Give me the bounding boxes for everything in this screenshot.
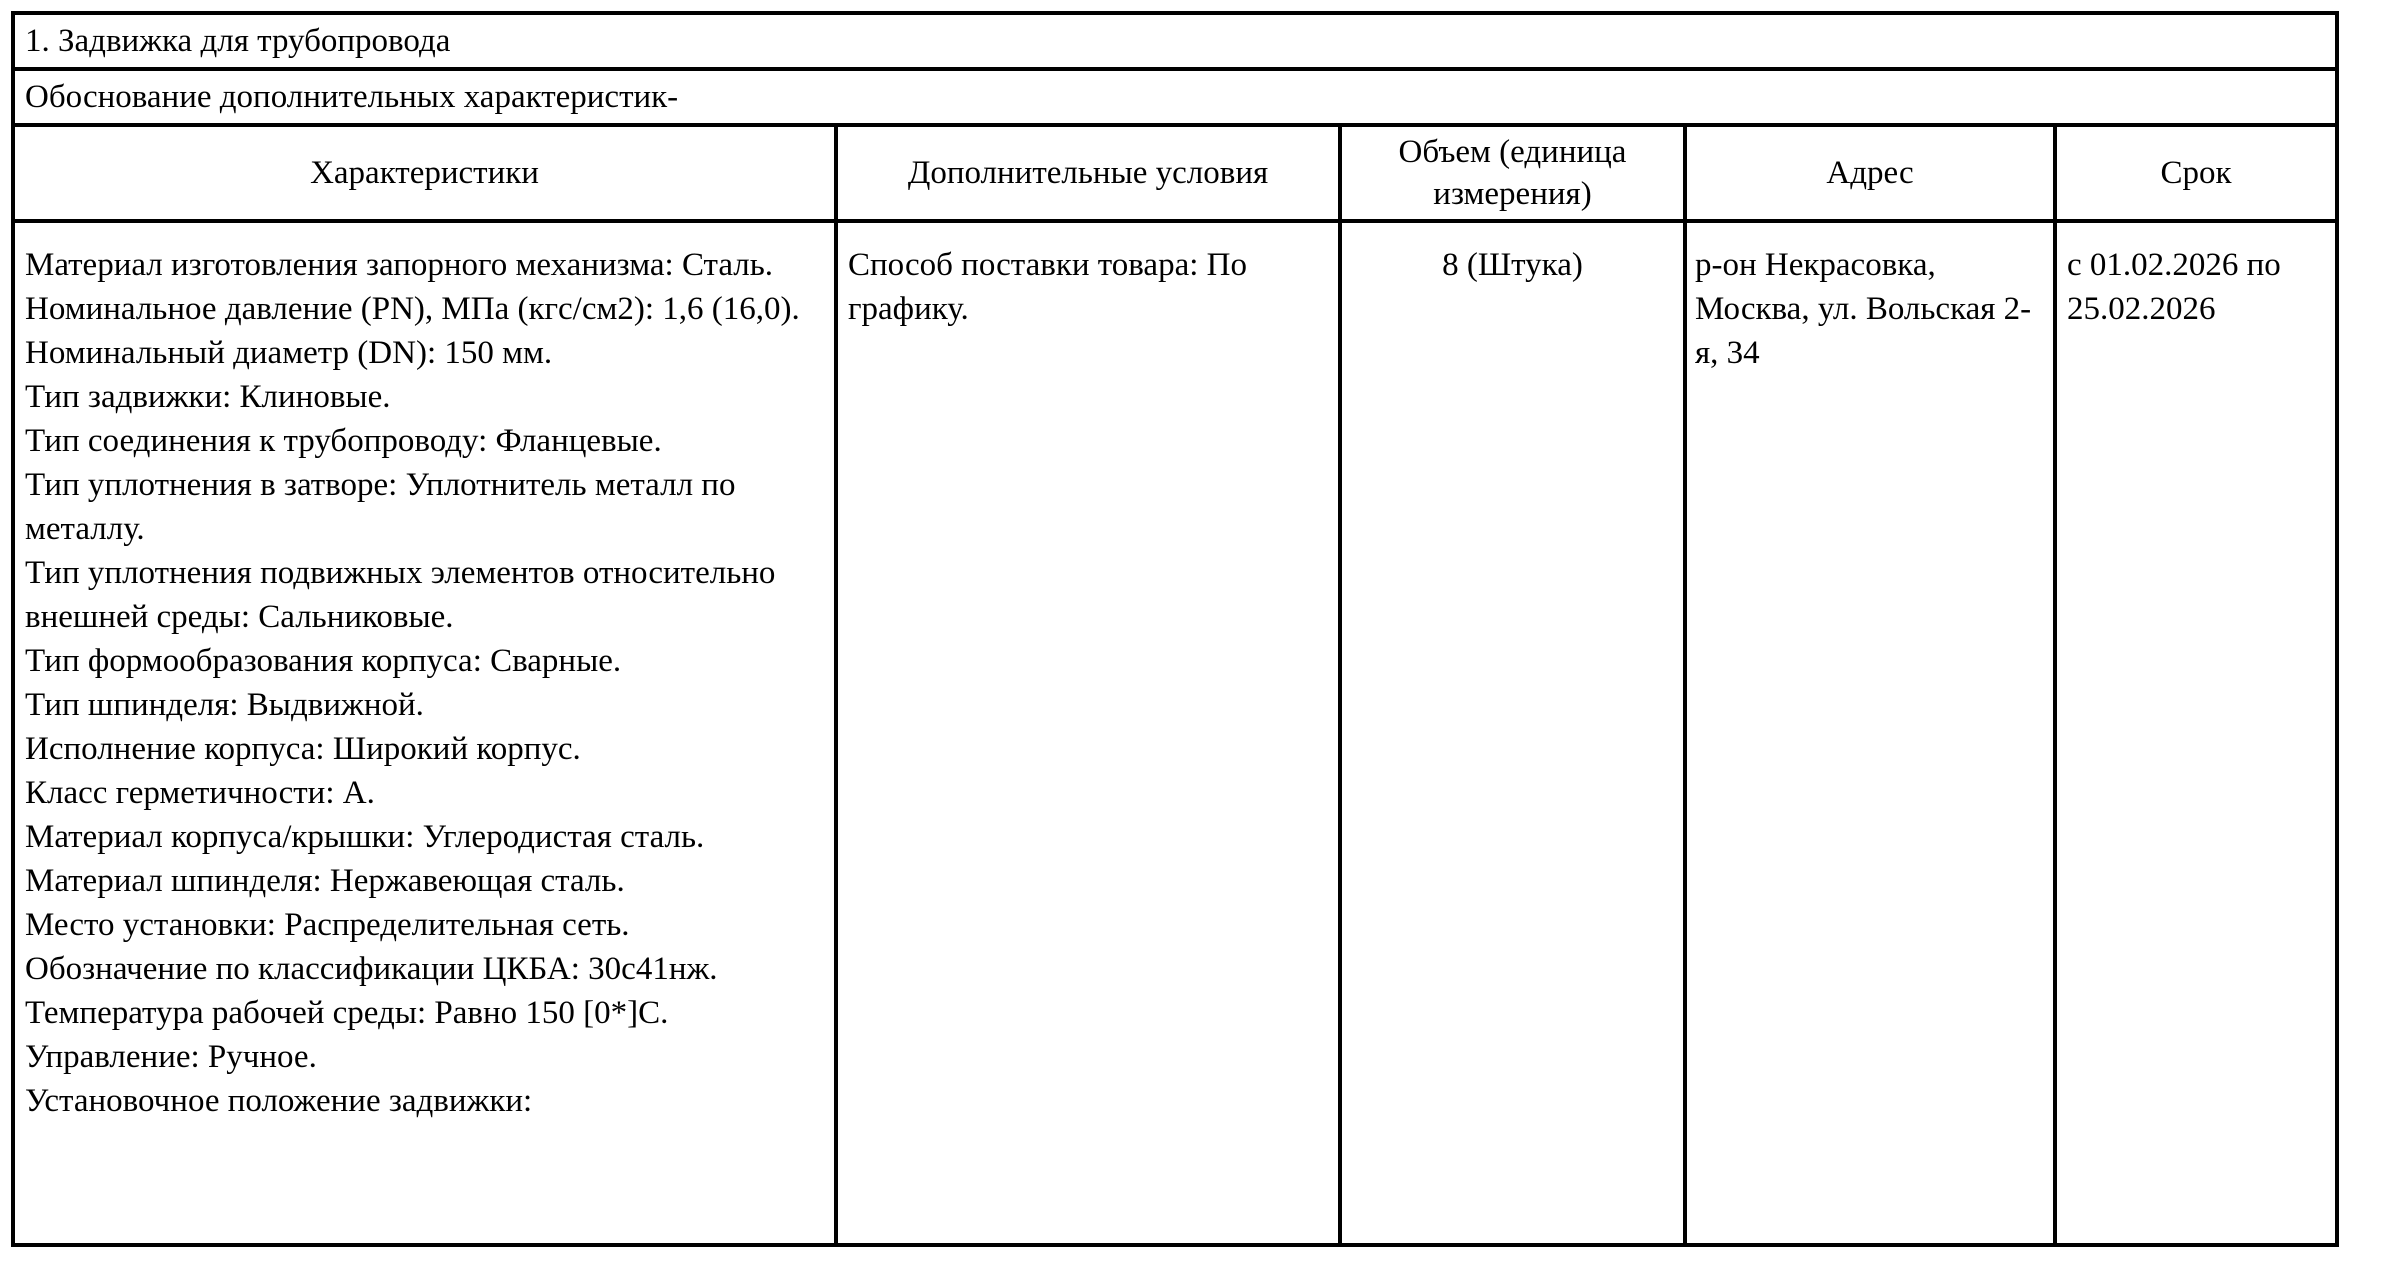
characteristic-line: Установочное положение задвижки: <box>25 1083 533 1119</box>
characteristic-line: Материал изготовления запорного механизма: Сталь. <box>25 247 774 283</box>
characteristic-line: Материал шпинделя: Нержавеющая сталь. <box>25 863 625 899</box>
item-title-row <box>13 13 2337 69</box>
characteristic-line: Класс герметичности: А. <box>25 775 375 811</box>
term-cell: с 01.02.2026 по 25.02.2026 <box>2055 221 2337 1245</box>
column-header-volume: Объем (единица измерения) <box>1340 125 1685 221</box>
characteristic-line: Тип формообразования корпуса: Сварные. <box>25 643 622 679</box>
characteristic-line: Тип шпинделя: Выдвижной. <box>25 687 424 723</box>
volume-cell: 8 (Штука) <box>1340 221 1685 1245</box>
column-header-term: Срок <box>2055 125 2337 221</box>
column-header-characteristics: Характеристики <box>13 125 836 221</box>
characteristic-line: Номинальное давление (PN), МПа (кгс/см2): 1,6 (16,0). <box>25 291 800 327</box>
justification-label: Обоснование дополнительных характеристик- <box>13 69 2337 125</box>
characteristic-line: Тип задвижки: Клиновые. <box>25 379 391 415</box>
procurement-spec-table <box>11 11 2339 1247</box>
characteristic-line: Тип уплотнения в затворе: Уплотнитель металл по металлу. <box>25 467 736 547</box>
address-cell: р-он Некрасовка, Москва, ул. Вольская 2-я, 34 <box>1685 221 2055 1245</box>
column-header-address: Адрес <box>1685 125 2055 221</box>
characteristic-line: Тип уплотнения подвижных элементов относительно внешней среды: Сальниковые. <box>25 555 776 635</box>
characteristic-line: Тип соединения к трубопроводу: Фланцевые. <box>25 423 662 459</box>
characteristic-line: Обозначение по классификации ЦКБА: 30с41нж. <box>25 951 718 987</box>
conditions-cell: Способ поставки товара: По графику. <box>836 221 1340 1245</box>
characteristics-cell <box>13 221 836 1245</box>
characteristic-line: Материал корпуса/крышки: Углеродистая сталь. <box>25 819 705 855</box>
characteristic-line: Температура рабочей среды: Равно 150 [0*]С. <box>25 995 669 1031</box>
characteristic-line: Номинальный диаметр (DN): 150 мм. <box>25 335 553 371</box>
column-header-conditions: Дополнительные условия <box>836 125 1340 221</box>
characteristic-line: Место установки: Распределительная сеть. <box>25 907 630 943</box>
characteristic-line: Исполнение корпуса: Широкий корпус. <box>25 731 581 767</box>
header-row <box>13 125 2337 221</box>
item-title: 1. Задвижка для трубопровода <box>13 13 2337 69</box>
table-row <box>13 221 2337 1245</box>
justification-row <box>13 69 2337 125</box>
characteristic-line: Управление: Ручное. <box>25 1039 317 1075</box>
